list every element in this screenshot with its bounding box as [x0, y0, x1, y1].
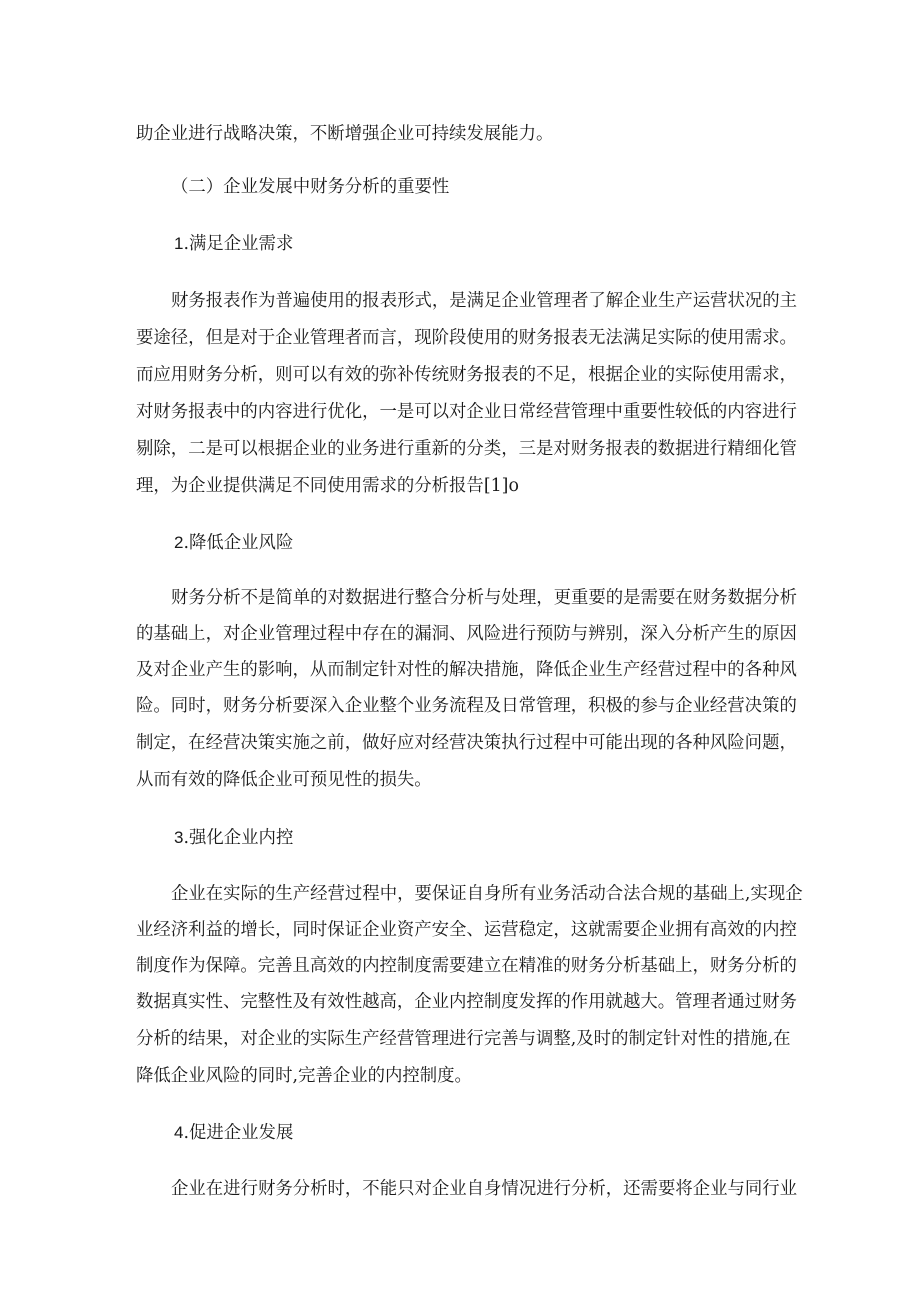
item-4-number: 4 — [174, 1123, 184, 1142]
item-3-heading — [174, 826, 293, 850]
item-2-line-5: 制定，在经营决策实施之前，做好应对经营决策执行过程中可能出现的各种风险问题， — [136, 733, 797, 753]
item-1-number: 1 — [174, 234, 184, 253]
item-1-title: .满足企业需求 — [183, 234, 294, 254]
item-2-number: 2 — [174, 533, 184, 552]
item-3-line-4: 数据真实性、完整性及有效性越高，企业内控制度发挥的作用就越大。管理者通过财务 — [136, 992, 797, 1012]
item-4-heading — [174, 1121, 293, 1145]
item-1-line-5: 剔除，二是可以根据企业的业务进行重新的分类，三是对财务报表的数据进行精细化管 — [136, 439, 797, 459]
item-2-line-2: 的基础上，对企业管理过程中存在的漏洞、风险进行预防与辨别，深入分析产生的原因 — [136, 624, 797, 644]
item-2-heading — [174, 531, 293, 555]
item-3-line-6: 降低企业风险的同时,完善企业的内控制度。 — [136, 1066, 472, 1086]
item-1-line-3: 而应用财务分析，则可以有效的弥补传统财务报表的不足，根据企业的实际使用需求， — [136, 365, 797, 385]
item-1-line-2: 要途径，但是对于企业管理者而言，现阶段使用的财务报表无法满足实际的使用需求。 — [136, 328, 797, 348]
item-2-line-6: 从而有效的降低企业可预见性的损失。 — [136, 770, 432, 790]
item-3-line-3: 制度作为保障。完善且高效的内控制度需要建立在精准的财务分析基础上，财务分析的 — [136, 956, 797, 976]
item-4-title: .促进企业发展 — [183, 1123, 294, 1143]
item-2-line-1: 财务分析不是简单的对数据进行整合分析与处理，更重要的是需要在财务数据分析 — [171, 588, 798, 608]
item-2-line-4: 险。同时，财务分析要深入企业整个业务流程及日常管理，积极的参与企业经营决策的 — [136, 696, 797, 716]
item-1-line-4: 对财务报表中的内容进行优化，一是可以对企业日常经营管理中重要性较低的内容进行 — [136, 402, 797, 422]
item-1-line-1: 财务报表作为普遍使用的报表形式，是满足企业管理者了解企业生产运营状况的主 — [171, 291, 798, 311]
item-4-line-1: 企业在进行财务分析时，不能只对企业自身情况进行分析，还需要将企业与同行业 — [171, 1179, 798, 1199]
item-3-line-1: 企业在实际的生产经营过程中，要保证自身所有业务活动合法合规的基础上,实现企 — [171, 884, 803, 904]
item-3-line-5: 分析的结果，对企业的实际生产经营管理进行完善与调整,及时的制定针对性的措施,在 — [136, 1029, 791, 1049]
item-1-line-6: 理，为企业提供满足不同使用需求的分析报告[1]o — [136, 476, 519, 496]
intro-tail-line: 助企业进行战略决策，不断增强企业可持续发展能力。 — [136, 124, 554, 144]
item-2-line-3: 及对企业产生的影响，从而制定针对性的解决措施，降低企业生产经营过程中的各种风 — [136, 660, 797, 680]
item-2-title: .降低企业风险 — [183, 533, 294, 553]
item-3-line-2: 业经济利益的增长，同时保证企业资产安全、运营稳定，这就需要企业拥有高效的内控 — [136, 920, 797, 940]
item-3-number: 3 — [174, 828, 184, 847]
item-3-title: .强化企业内控 — [183, 828, 294, 848]
section-title: （二）企业发展中财务分析的重要性 — [171, 177, 450, 197]
item-1-heading — [174, 232, 293, 256]
